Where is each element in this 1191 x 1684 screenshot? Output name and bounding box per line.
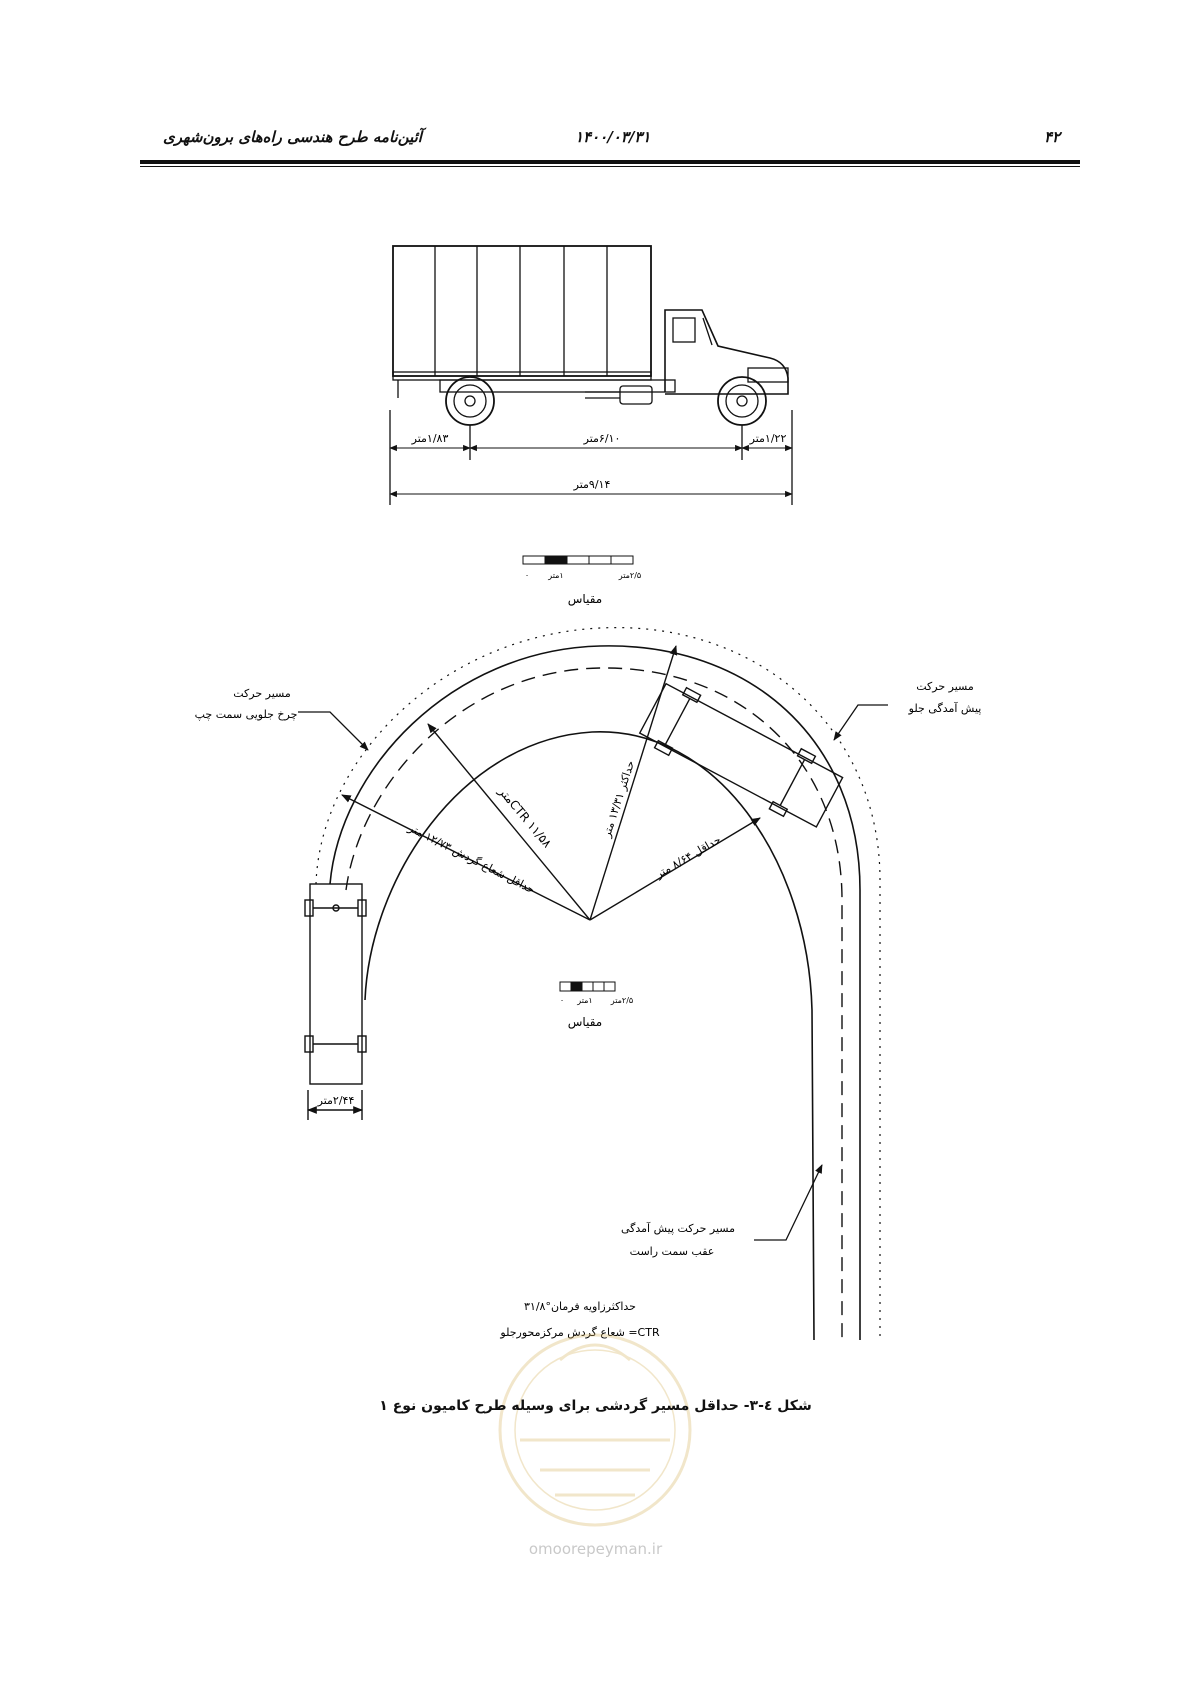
scale-2-one: ۱متر [577, 996, 593, 1005]
scale-2-max: ۲/۵متر [610, 996, 634, 1005]
label-front-overhang-line2: پیش آمدگی جلو [908, 702, 982, 715]
scale-1-label: مقیاس [567, 592, 603, 606]
label-front-overhang-line1: مسیر حرکت [916, 680, 974, 693]
label-rear-right-line2: عقب سمت راست [629, 1245, 715, 1258]
dim-front-overhang: ۱/۲۲متر [749, 432, 787, 445]
label-left-front-line2: چرخ جلویی سمت چپ [194, 708, 298, 721]
note-steering: حداکثرزاویه فرمان°۳۱/۸ [524, 1300, 636, 1313]
scale-1-max: ۲/۵متر [618, 571, 642, 580]
dim-rear-overhang: ۱/۸۳متر [411, 432, 449, 445]
truck-plan-start [305, 884, 366, 1120]
scale-bar-1 [523, 556, 633, 564]
note-ctr: CTR= شعاع گردش مرکزمحورجلو [500, 1326, 660, 1339]
scale-1-one: ۱متر [548, 571, 564, 580]
watermark-site: omoorepeyman.ir [528, 1540, 663, 1558]
dashed-path [346, 668, 842, 1340]
page-number: ۴۲ [1044, 128, 1061, 146]
scale-2-zero: ۰ [559, 996, 565, 1005]
rear-inner-path [365, 732, 814, 1340]
radius-min-turning: حداقل شعاع گردش ۱۲/۷۳ متر [406, 821, 537, 897]
dim-wheelbase: ۶/۱۰متر [583, 432, 621, 445]
vehicle-width: ۲/۴۴متر [317, 1094, 355, 1107]
radius-lines [342, 646, 760, 920]
header-date: ۱۴۰۰/۰۳/۳۱ [575, 128, 651, 146]
scale-bar-2 [560, 982, 615, 991]
label-rear-right-line1: مسیر حرکت پیش آمدگی [620, 1222, 736, 1235]
scale-1-zero: ۰ [524, 571, 530, 580]
scale-2-label: مقیاس [567, 1015, 603, 1029]
left-front-wheel-path [330, 646, 860, 1340]
leaders [298, 705, 888, 1240]
radius-min-inner: حداقل ۸/۶۴ متر [653, 833, 724, 881]
front-wheel-icon [718, 377, 766, 425]
watermark-seal-icon [500, 1335, 690, 1525]
radius-max: حداکثر ۱۳/۳۱ متر [600, 758, 638, 839]
truck-side-view [390, 246, 792, 505]
radius-ctr: CTR ۱۱/۵۸متر [495, 784, 555, 851]
label-left-front-line1: مسیر حرکت [233, 687, 291, 700]
figure-caption: شکل ٤-٣- حداقل مسیر گردشی برای وسیله طرح کامیون نوع ۱ [379, 1398, 812, 1414]
header-title: آئین‌نامه طرح هندسی راه‌های برون‌شهری [163, 128, 422, 146]
rear-wheel-icon [446, 377, 494, 425]
truck-plan-turning [637, 678, 846, 832]
dim-total-length: ۹/۱۴متر [573, 478, 611, 491]
